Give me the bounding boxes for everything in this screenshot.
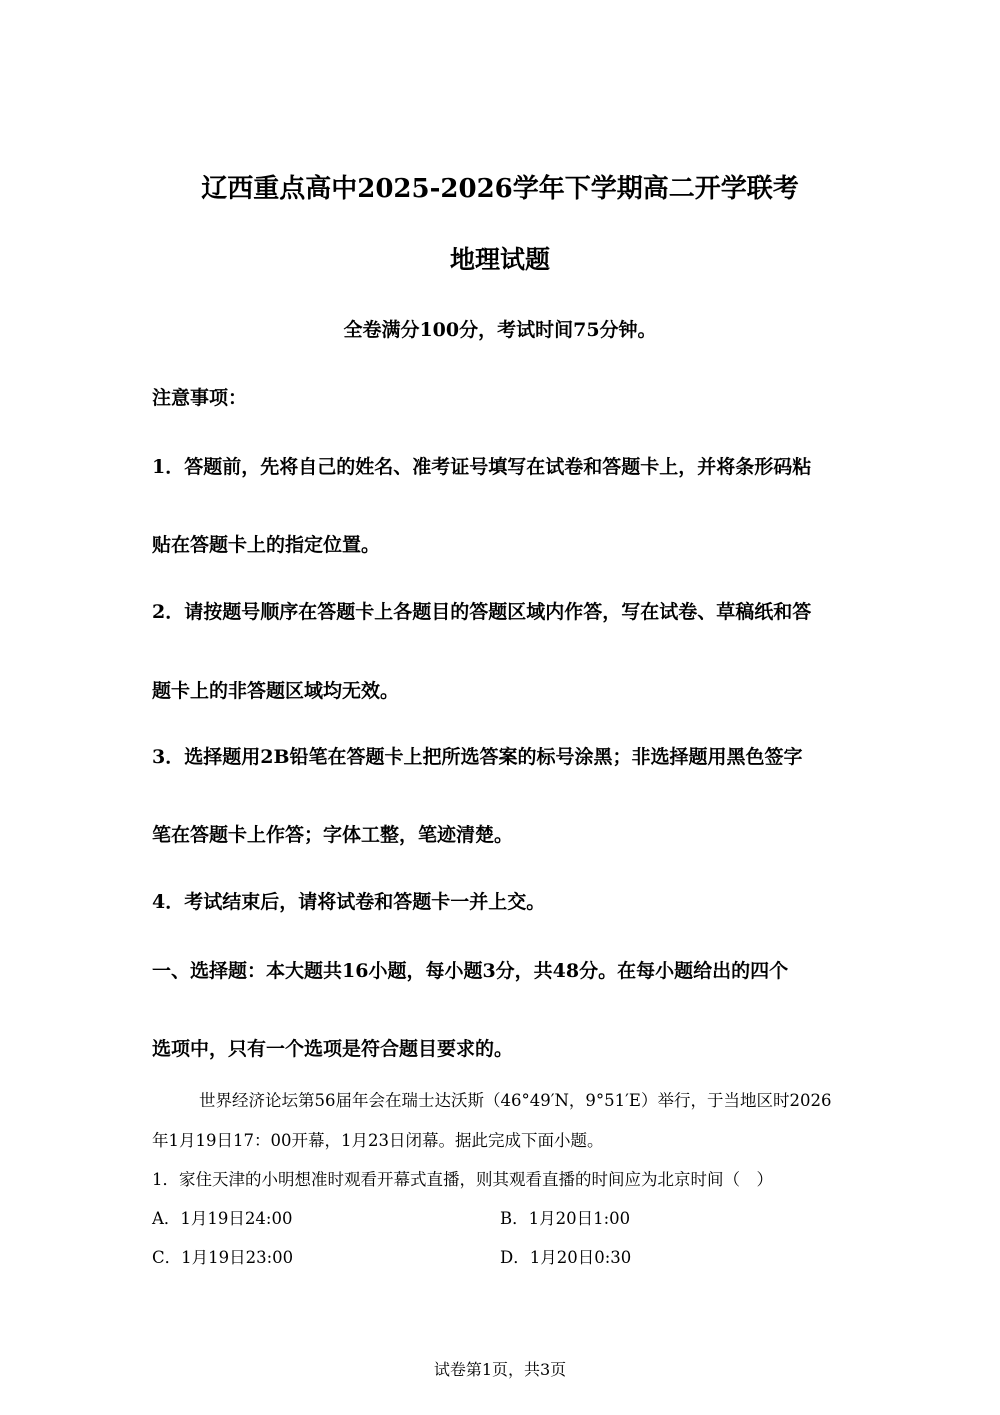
note-line: 1．答题前，先将自己的姓名、准考证号填写在试卷和答题卡上，并将条形码粘 [152, 456, 812, 478]
question-stem: 1．家住天津的小明想准时观看开幕式直播，则其观看直播的时间应为北京时间（ ） [152, 1170, 773, 1189]
note-line: 笔在答题卡上作答；字体工整，笔迹清楚。 [152, 824, 514, 846]
note-line: 贴在答题卡上的指定位置。 [152, 534, 381, 556]
section-heading: 选项中，只有一个选项是符合题目要求的。 [152, 1038, 514, 1060]
note-line: 4．考试结束后，请将试卷和答题卡一并上交。 [152, 891, 546, 913]
passage-line: 年1月19日17：00开幕，1月23日闭幕。据此完成下面小题。 [152, 1131, 604, 1150]
note-line: 2．请按题号顺序在答题卡上各题目的答题区域内作答，写在试卷、草稿纸和答 [152, 601, 812, 623]
exam-info: 全卷满分100分，考试时间75分钟。 [343, 319, 657, 341]
page-footer: 试卷第1页，共3页 [433, 1360, 567, 1379]
note-line: 3．选择题用2B铅笔在答题卡上把所选答案的标号涂黑；非选择题用黑色签字 [152, 746, 803, 768]
option-d: D．1月20日0:30 [500, 1248, 632, 1267]
note-line: 题卡上的非答题区域均无效。 [152, 680, 400, 702]
passage-line: 世界经济论坛第56届年会在瑞士达沃斯（46°49′N，9°51′E）举行，于当地区时2026 [199, 1091, 832, 1110]
notes-heading: 注意事项： [152, 387, 248, 409]
subject-title: 地理试题 [449, 245, 550, 274]
option-a: A．1月19日24:00 [152, 1209, 293, 1228]
section-heading: 一、选择题：本大题共16小题，每小题3分，共48分。在每小题给出的四个 [152, 960, 789, 982]
exam-title: 辽西重点高中2025-2026学年下学期高二开学联考 [201, 174, 799, 204]
option-b: B．1月20日1:00 [500, 1209, 631, 1228]
option-c: C．1月19日23:00 [152, 1248, 294, 1267]
